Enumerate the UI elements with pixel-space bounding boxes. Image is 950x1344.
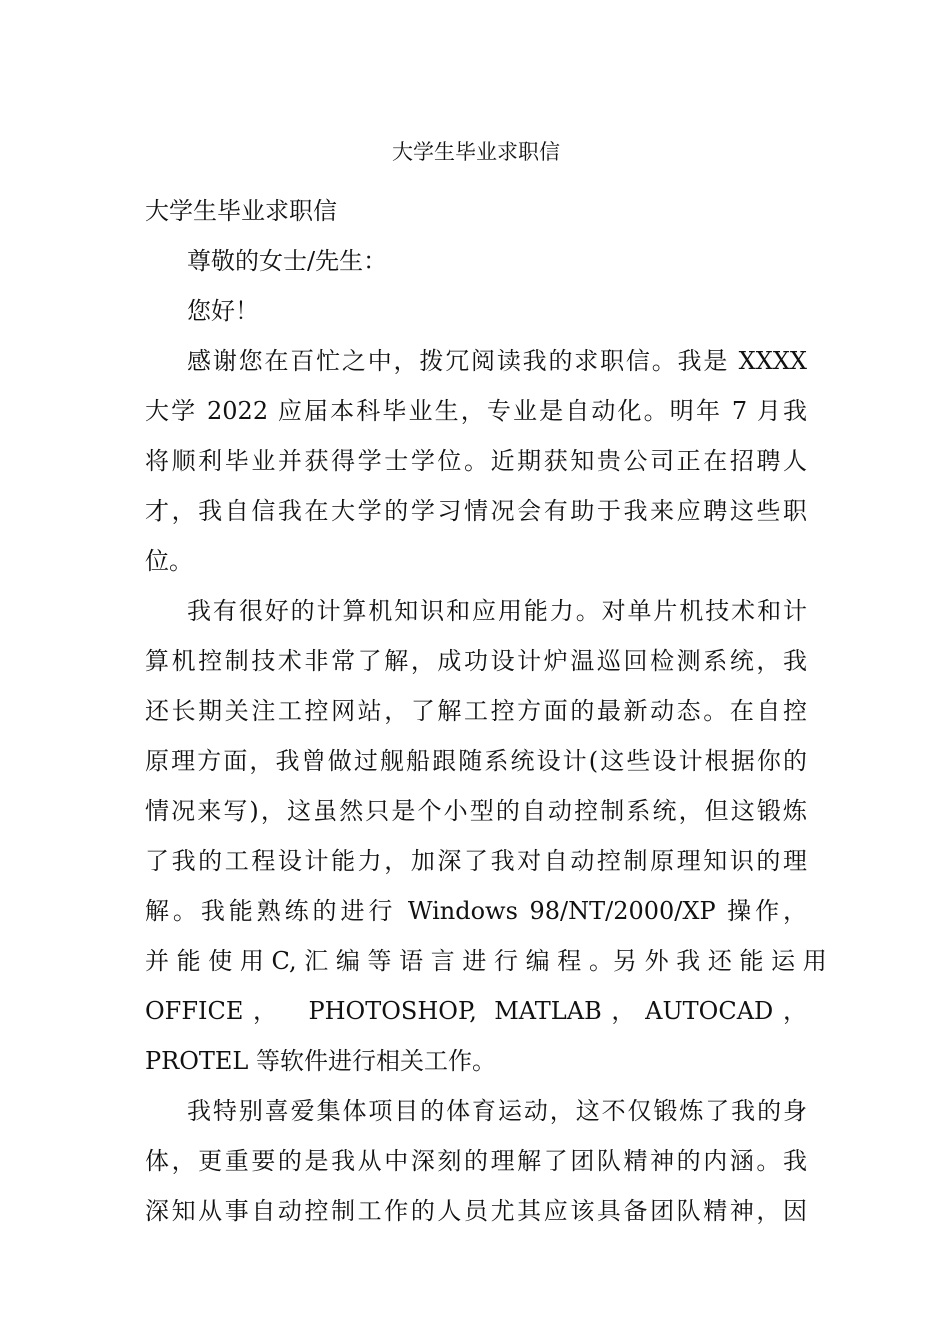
- text-line: 原理方面，我曾做过舰船跟随系统设计(这些设计根据你的: [145, 747, 807, 775]
- text-line: 您好！: [187, 297, 259, 325]
- document-body: [145, 136, 827, 1236]
- document-title: 大学生毕业求职信: [392, 140, 560, 164]
- text-line: 体，更重要的是我从中深刻的理解了团队精神的内涵。我: [145, 1147, 807, 1175]
- text-line: 我特别喜爱集体项目的体育运动，这不仅锻炼了我的身: [187, 1097, 807, 1125]
- text-line: PROTEL 等软件进行相关工作。: [145, 1047, 496, 1075]
- text-line: 将顺利毕业并获得学士学位。近期获知贵公司正在招聘人: [145, 447, 807, 475]
- document-lines: [145, 186, 827, 1236]
- text-line: 了我的工程设计能力，加深了我对自动控制原理知识的理: [145, 847, 807, 875]
- text-line: 感谢您在百忙之中，拨冗阅读我的求职信。我是 XXXX: [187, 347, 807, 375]
- text-line: OFFICE， PHOTOSHOP, MATLAB，AUTOCAD，: [145, 997, 807, 1025]
- text-line: 还长期关注工控网站，了解工控方面的最新动态。在自控: [145, 697, 807, 725]
- text-line: 尊敬的女士/先生：: [187, 247, 388, 275]
- text-line: 我有很好的计算机知识和应用能力。对单片机技术和计: [187, 597, 807, 625]
- text-line: 位。: [145, 547, 193, 575]
- text-line: 解。我能熟练的进行 Windows 98/NT/2000/XP 操作，: [145, 897, 807, 925]
- text-line: 并 能 使 用 C, 汇 编 等 语 言 进 行 编 程 。另 外 我 还 能 运 用: [145, 947, 827, 975]
- text-line: 算机控制技术非常了解，成功设计炉温巡回检测系统，我: [145, 647, 807, 675]
- text-line: 才，我自信我在大学的学习情况会有助于我来应聘这些职: [145, 497, 807, 525]
- text-line: 情况来写)，这虽然只是个小型的自动控制系统，但这锻炼: [145, 797, 807, 825]
- text-line: 大学 2022 应届本科毕业生，专业是自动化。明年 7 月我: [145, 397, 807, 425]
- text-line: 深知从事自动控制工作的人员尤其应该具备团队精神，因: [145, 1197, 807, 1225]
- text-line: 大学生毕业求职信: [145, 197, 337, 225]
